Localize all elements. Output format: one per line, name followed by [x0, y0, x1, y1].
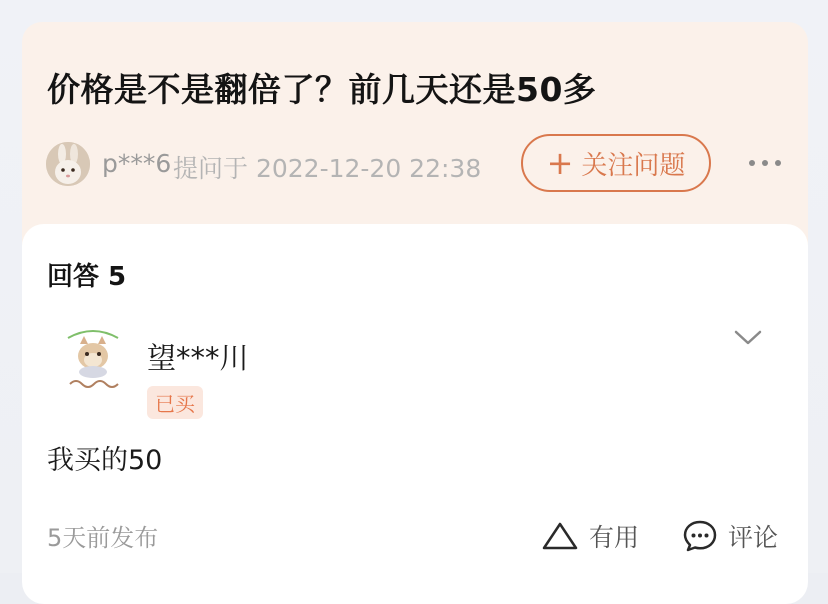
comment-label: 评论: [728, 523, 779, 552]
more-dots-icon: [748, 159, 782, 167]
plus-icon: +: [546, 144, 574, 182]
answer-post-time: 5天前发布: [47, 524, 159, 552]
asked-timestamp: 提问于 2022-12-20 22:38: [173, 154, 482, 183]
answers-heading: 回答 5: [47, 262, 127, 292]
more-options-button[interactable]: [742, 145, 788, 181]
comment-button[interactable]: [682, 518, 778, 554]
follow-question-button[interactable]: [521, 134, 711, 192]
answerer-name[interactable]: 望***川: [147, 341, 249, 375]
expand-answer-toggle[interactable]: [732, 326, 764, 350]
chevron-down-icon: [732, 326, 764, 350]
question-title: 价格是不是翻倍了？前几天还是50多: [47, 70, 597, 109]
cat-avatar-icon: [62, 322, 124, 398]
rabbit-avatar-icon: [46, 142, 90, 186]
answerer-avatar[interactable]: [62, 322, 124, 398]
comment-bubble-icon: [682, 519, 718, 553]
answer-text: 我买的50: [47, 445, 163, 476]
helpful-button[interactable]: [541, 518, 639, 554]
follow-question-label: 关注问题: [581, 150, 686, 181]
purchased-badge: 已买: [147, 386, 203, 419]
helpful-label: 有用: [589, 523, 640, 552]
asker-avatar[interactable]: [46, 142, 90, 186]
triangle-up-icon: [541, 521, 579, 551]
asker-name[interactable]: p***6: [102, 149, 172, 178]
